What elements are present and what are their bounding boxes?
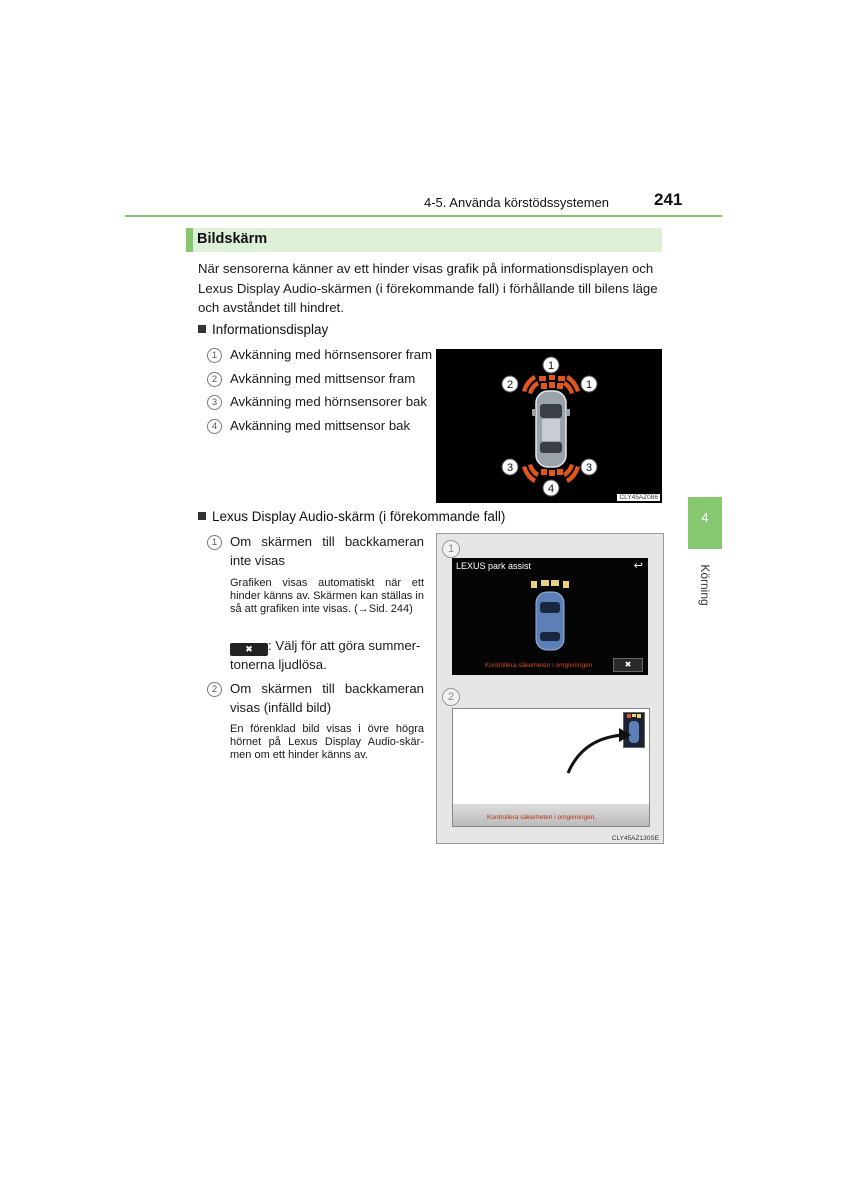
item1-title-line2: inte visas [230, 553, 285, 568]
callout-circle [581, 459, 597, 475]
car-top-view-icon [522, 580, 578, 652]
figure-code: CLY45AZ086 [619, 494, 658, 501]
list-item [207, 418, 410, 434]
callout-label: 3 [585, 462, 593, 474]
list-item-text: Avkänning med mittsensor fram [230, 371, 416, 386]
callout-label: 2 [506, 379, 514, 391]
item2-detail: En förenklad bild visas i övre högra hörnet på Lexus Display Audio-skär-men om ett hinder känns av. [230, 723, 424, 761]
list-item-text: Avkänning med hörnsensorer fram [230, 347, 433, 362]
callout-label: 3 [506, 462, 514, 474]
item1-title: Om skärmen till backkameran [230, 534, 424, 549]
circled-number: 1 [207, 535, 222, 550]
item1-detail: Grafiken visas automatiskt när ett hinder känns av. Skärmen kan ställas in så att grafiken inte visas. (→Sid. 244) [230, 577, 424, 615]
figure-code: CLY45AZ130SE [611, 835, 659, 842]
square-bullet-icon [198, 325, 206, 333]
header-divider [125, 215, 722, 217]
section-heading-accent [186, 228, 193, 252]
item2-title-line2: visas (infälld bild) [230, 700, 332, 715]
callout-label: 4 [547, 483, 555, 495]
warning-text: Kontrollera säkerheten i omgivningen. [485, 662, 595, 669]
mute-text-1: : Välj för att göra summer- [268, 638, 421, 653]
back-arrow-icon[interactable]: ↩ [633, 560, 643, 572]
callout-circle [502, 376, 518, 392]
info-display-heading-text: Informationsdisplay [212, 322, 329, 337]
list-item [207, 679, 424, 717]
callout-circle: 2 [442, 688, 460, 706]
page-number: 241 [654, 190, 683, 209]
lexus-display-heading-text: Lexus Display Audio-skärm (i förekommande fall) [212, 509, 506, 524]
callout-label: 1 [585, 379, 593, 391]
warning-text: Kontrollera säkerheten i omgivningen. [487, 814, 597, 821]
info-display-heading [198, 322, 328, 337]
circled-number: 2 [207, 682, 222, 697]
callout-circle [502, 459, 518, 475]
list-item [207, 371, 415, 387]
chapter-number: 4 [701, 510, 709, 525]
mute-text-2: tonerna ljudlösa. [230, 657, 327, 672]
screen-title: LEXUS park assist [456, 561, 532, 571]
section-title: Bildskärm [197, 231, 268, 247]
circled-number: 2 [207, 372, 222, 387]
list-item [207, 532, 424, 570]
list-item [207, 347, 432, 363]
header-section-title: 4-5. Använda körstödssystemen [424, 195, 609, 210]
callout-label: 1 [547, 360, 555, 372]
list-item-text: Avkänning med hörnsensorer bak [230, 394, 427, 409]
chapter-label: Körning [698, 564, 712, 606]
callout-circle: 1 [442, 540, 460, 558]
square-bullet-icon [198, 512, 206, 520]
list-item-text: Avkänning med mittsensor bak [230, 418, 411, 433]
mute-button[interactable]: ✖ [613, 658, 643, 672]
list-item [207, 394, 427, 410]
intro-paragraph: När sensorerna känner av ett hinder visas grafik på informationsdisplayen och Lexus Display Audio-skärmen (i förekommande fall) i förhållande till bilens läge och avståndet till hindret. [198, 261, 658, 315]
mute-button-icon: ✖ [230, 643, 268, 656]
circled-number: 1 [207, 348, 222, 363]
lexus-display-heading [198, 509, 505, 524]
callout-circle [543, 357, 559, 373]
circled-number: 4 [207, 419, 222, 434]
callout-circle [581, 376, 597, 392]
park-assist-screen [452, 558, 648, 675]
circled-number: 3 [207, 395, 222, 410]
car-top-view-icon [532, 391, 570, 467]
callout-circle [543, 480, 559, 496]
lexus-display-figure [436, 533, 664, 844]
info-display-figure [436, 349, 662, 503]
mute-instruction [230, 636, 430, 656]
camera-screen [452, 708, 650, 827]
car-sensor-diagram [436, 349, 662, 503]
item2-title: Om skärmen till backkameran [230, 681, 424, 696]
arrow-pointer-icon [563, 723, 633, 778]
